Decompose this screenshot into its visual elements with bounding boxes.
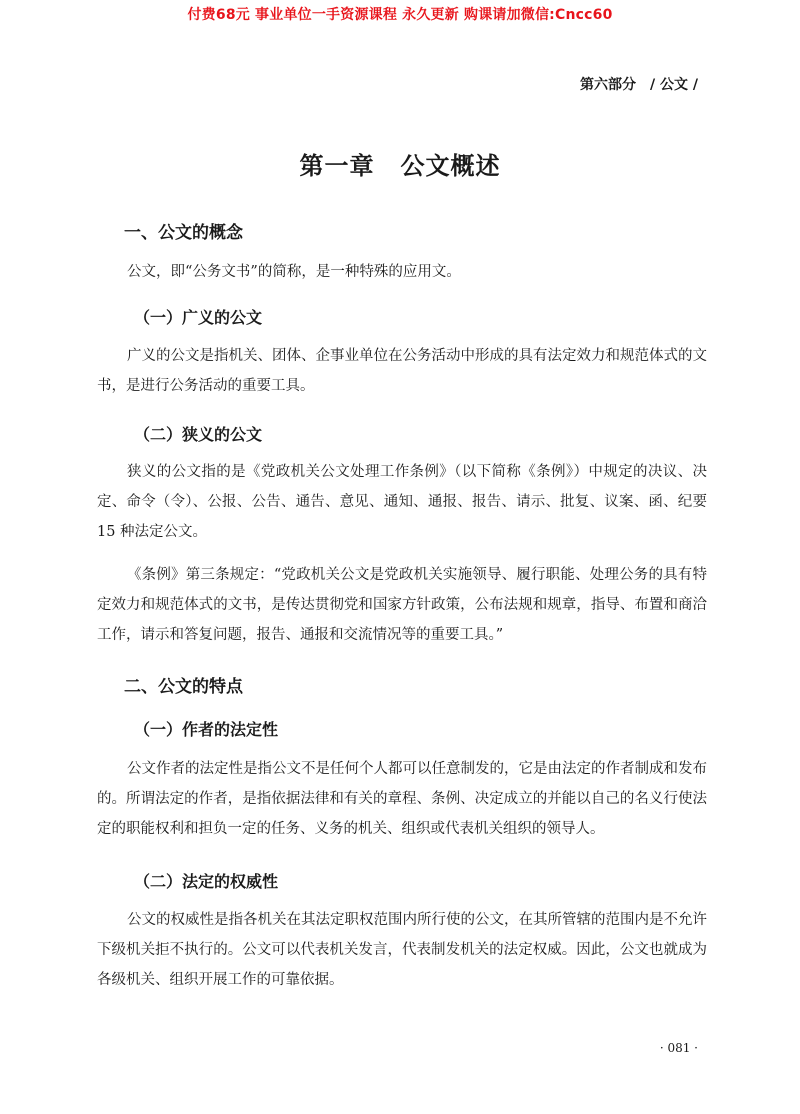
section1-sub2-heading: （二）狭义的公文 [134, 425, 263, 444]
running-head-part: 第六部分 [580, 77, 637, 93]
chapter-number: 第一章 [299, 151, 375, 180]
section1-sub2-text1: 狭义的公文指的是《党政机关公文处理工作条例》（以下简称《条例》）中规定的决议、决定、命令（令）、公报、公告、通告、意见、通知、通报、报告、请示、批复、议案、函、纪要 15 种法定公文。 [97, 464, 707, 540]
chapter-title [0, 146, 800, 181]
section2-sub1-text: 公文作者的法定性是指公文不是任何个人都可以任意制发的，它是由法定的作者制成和发布的。所谓法定的作者，是指依据法律和有关的章程、条例、决定成立的并能以自己的名义行使法定的职能权利和担负一定的任务、义务的机关、组织或代表机关组织的领导人。 [97, 761, 707, 837]
section2-sub2-heading: （二）法定的权威性 [134, 872, 279, 891]
section1-sub1-heading: （一）广义的公文 [134, 308, 263, 327]
section1-sub1-text: 广义的公文是指机关、团体、企事业单位在公务活动中形成的具有法定效力和规范体式的文书，是进行公务活动的重要工具。 [97, 348, 707, 394]
page-number: · 081 · [659, 1041, 698, 1055]
section1-sub2-text2: 《条例》第三条规定：“党政机关公文是党政机关实施领导、履行职能、处理公务的具有特定效力和规范体式的文书，是传达贯彻党和国家方针政策，公布法规和规章，指导、布置和商洽工作，请示和答复问题，报告、通报和交流情况等的重要工具。” [97, 567, 707, 643]
running-head-section: / 公文 / [650, 77, 698, 93]
watermark-banner: 付费68元 事业单位一手资源课程 永久更新 购课请加微信:Cncc60 [187, 7, 613, 23]
section1-heading: 一、公文的概念 [124, 223, 243, 243]
section2-heading: 二、公文的特点 [124, 677, 243, 697]
section2-sub1-heading: （一）作者的法定性 [134, 720, 279, 739]
running-head [580, 74, 702, 94]
chapter-name: 公文概述 [400, 151, 501, 180]
section2-sub2-text: 公文的权威性是指各机关在其法定职权范围内所行使的公文，在其所管辖的范围内是不允许下级机关拒不执行的。公文可以代表机关发言，代表制发机关的法定权威。因此，公文也就成为各级机关、组织开展工作的可靠依据。 [97, 912, 707, 988]
section1-intro: 公文，即“公务文书”的简称，是一种特殊的应用文。 [127, 264, 461, 280]
